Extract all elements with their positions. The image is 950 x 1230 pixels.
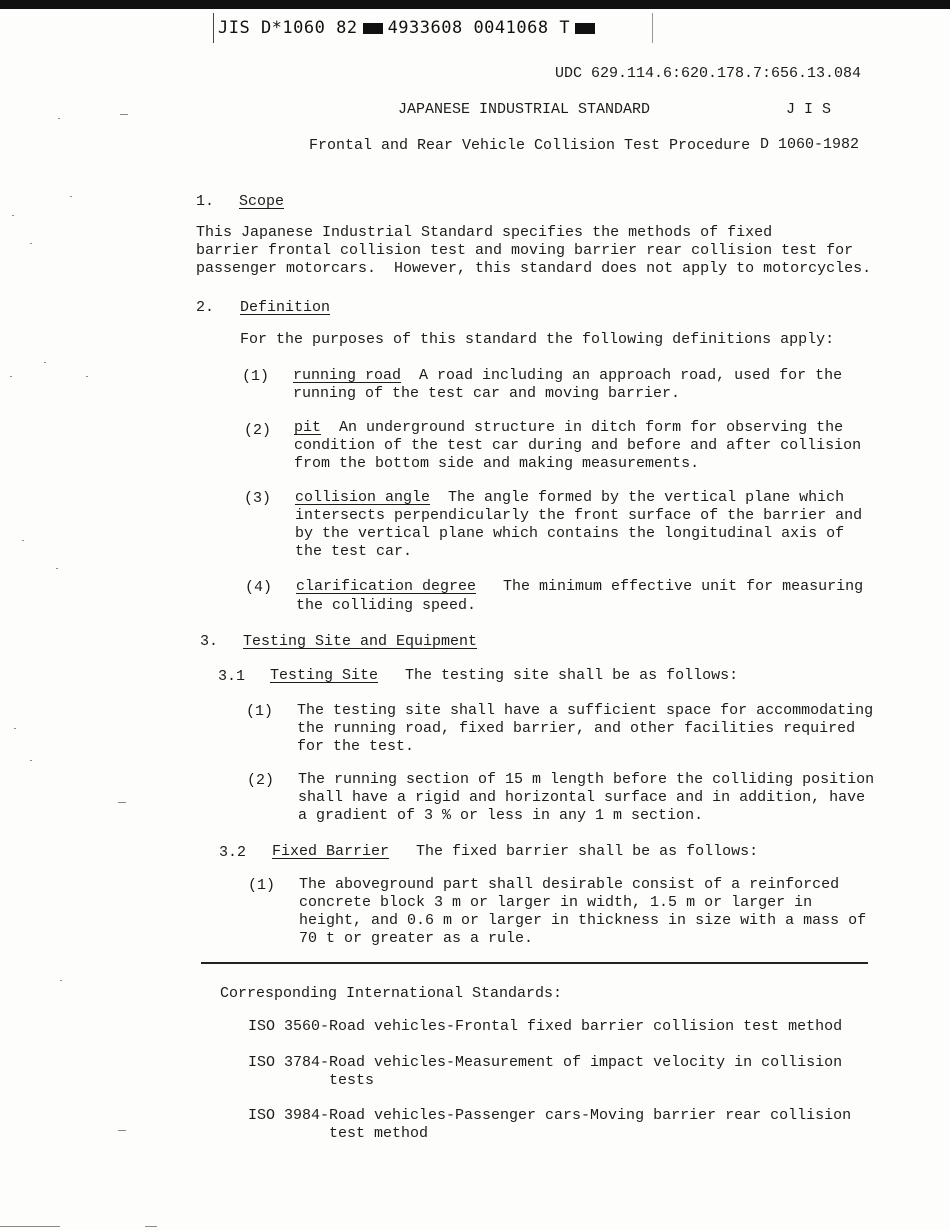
subsection-3-1-line [270,667,738,685]
definition-3-first: The angle formed by the vertical plane which [430,489,845,506]
subsection-3-1-text: The testing site shall be as follows: [378,667,739,684]
scan-top-border [0,0,950,9]
subsection-3-2-line [272,843,758,861]
site-item-2-number: (2) [247,772,275,789]
definition-intro: For the purposes of this standard the following definitions apply: [240,331,835,348]
subsection-3-2-number: 3.2 [219,844,247,861]
definition-1-term: running road [293,367,402,384]
definition-4-number: (4) [245,579,273,596]
barrier-item-1-number: (1) [248,877,276,894]
definition-3-rest: intersects perpendicularly the front surface of the barrier and by the vertical plane which contains the longitudinal axis of the test car. [295,507,863,560]
header-code-prefix: JIS D*1060 82 [218,18,358,38]
intl-standard-3-cont: test method [329,1125,429,1142]
definition-2-rest: condition of the test car during and before and after collision from the bottom side and making measurements. [294,437,862,472]
barrier-item-1-text: The aboveground part shall desirable consist of a reinforced concrete block 3 m or larger in width, 1.5 m or larger in height, and 0.6 m or larger in thickness in size with a mass of 70 t or greater as a rule. [299,876,867,947]
section-2-number: 2. [196,299,215,316]
section-1-number: 1. [196,193,215,210]
subsection-3-2-text: The fixed barrier shall be as follows: [389,843,759,860]
definition-2-first: An underground structure in ditch form for observing the [321,419,844,436]
header-code-strip [213,13,653,43]
definition-2-line [294,419,843,437]
subsection-3-2-heading: Fixed Barrier [272,843,390,860]
udc-code: UDC 629.114.6:620.178.7:656.13.084 [555,65,862,82]
footnote-divider [201,962,868,964]
definition-1-rest: running of the test car and moving barrier. [293,385,681,402]
definition-4-first: The minimum effective unit for measuring [476,578,864,595]
definition-4-line [296,578,863,596]
redaction-block-1 [363,23,383,34]
section-3-heading: Testing Site and Equipment [243,633,478,650]
subsection-3-1-number: 3.1 [218,668,246,685]
intl-standard-2: ISO 3784-Road vehicles-Measurement of impact velocity in collision [248,1054,843,1071]
intl-standard-3: ISO 3984-Road vehicles-Passenger cars-Moving barrier rear collision [248,1107,852,1124]
section-3-number: 3. [200,633,219,650]
intl-standard-1: ISO 3560-Road vehicles-Frontal fixed barrier collision test method [248,1018,843,1035]
section-2-heading: Definition [240,299,331,316]
standard-type: JAPANESE INDUSTRIAL STANDARD [398,101,651,118]
document-designation: D 1060-1982 [760,136,860,153]
site-item-1-text: The testing site shall have a sufficient space for accommodating the running road, fixed barrier, and other facilities required for the test. [297,702,874,755]
header-code-middle: 4933608 0041068 T [387,18,571,38]
definition-4-rest: the colliding speed. [296,597,477,614]
definition-4-term: clarification degree [296,578,477,595]
scope-text: This Japanese Industrial Standard specifies the methods of fixed barrier frontal collision test and moving barrier rear collision test for passenger motorcars. However, this standard does not apply to motorcycles. [196,224,872,277]
intl-standards-heading: Corresponding International Standards: [220,985,563,1002]
definition-3-line [295,489,844,507]
definition-2-term: pit [294,419,322,436]
redaction-block-2 [575,23,595,34]
definition-3-term: collision angle [295,489,431,506]
definition-2-number: (2) [244,422,272,439]
document-title: Frontal and Rear Vehicle Collision Test Procedure [309,137,751,154]
section-1-heading: Scope [239,193,285,210]
definition-1-line [293,367,842,385]
site-item-1-number: (1) [246,703,274,720]
site-item-2-text: The running section of 15 m length before the colliding position shall have a rigid and horizontal surface and in addition, have a gradient of 3 % or less in any 1 m section. [298,771,875,824]
intl-standard-2-cont: tests [329,1072,375,1089]
definition-1-number: (1) [242,368,270,385]
definition-3-number: (3) [244,490,272,507]
jis-mark: J I S [786,101,832,118]
subsection-3-1-heading: Testing Site [270,667,379,684]
definition-1-first: A road including an approach road, used for the [401,367,843,384]
